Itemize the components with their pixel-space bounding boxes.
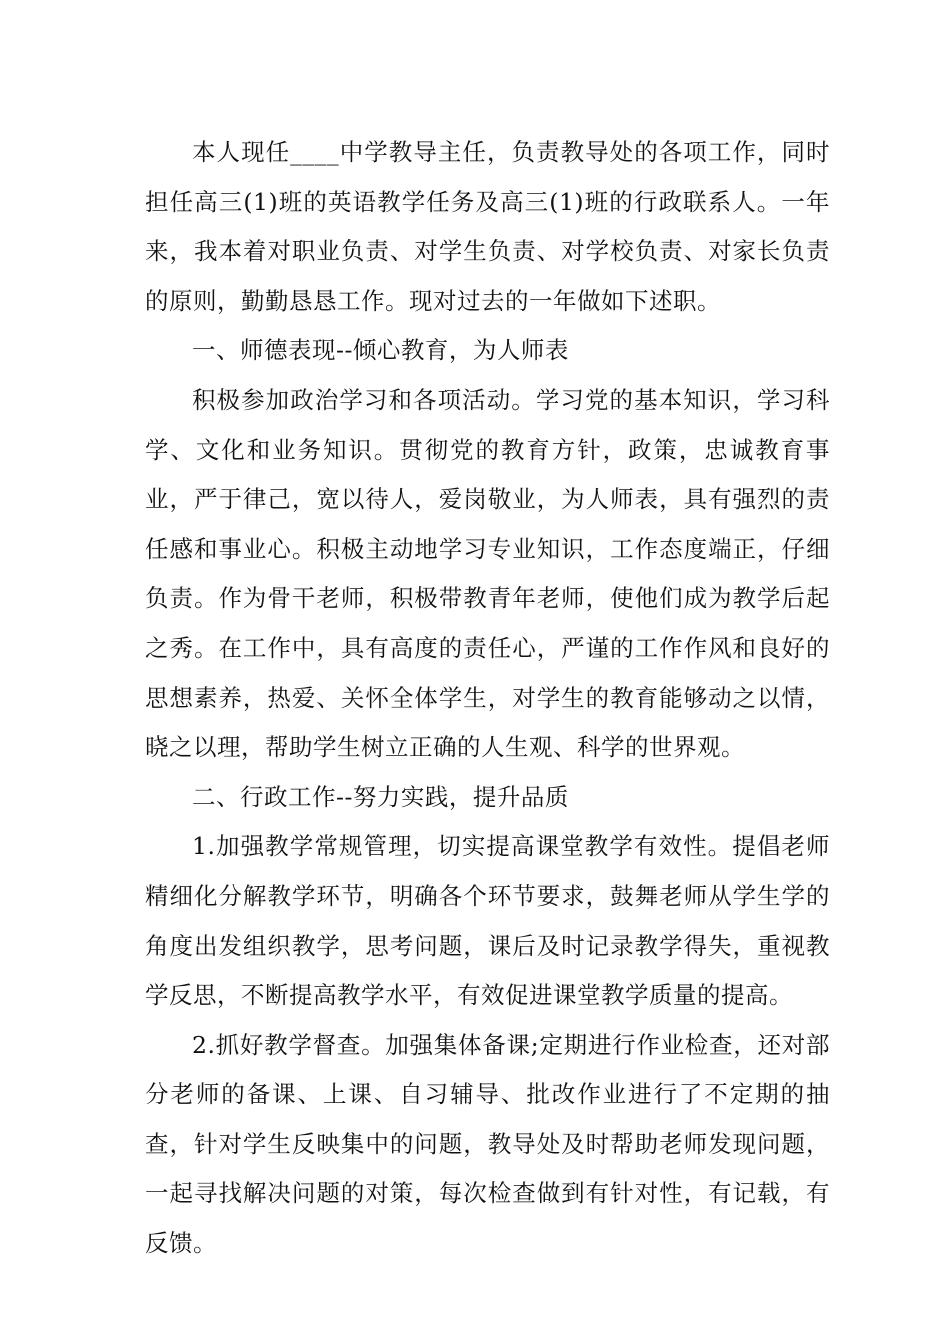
section-heading-2: 二、行政工作--努力实践，提升品质	[192, 782, 569, 811]
paragraph-ethics: 积极参加政治学习和各项活动。学习党的基本知识，学习科学、文化和业务知识。贯彻党的教育方针，政策，忠诚教育事业，严于律己，宽以待人，爱岗敬业，为人师表，具有强烈的责任感和事业心。积极主动地学习专业知识，工作态度端正，仔细负责。作为骨干老师，积极带教青年老师，使他们成为教学后起之秀。在工作中，具有高度的责任心，严谨的工作作风和良好的思想素养，热爱、关怀全体学生，对学生的教育能够动之以情，晓之以理，帮助学生树立正确的人生观、科学的世界观。	[145, 385, 830, 762]
document-body	[145, 128, 830, 1269]
paragraph-intro: 本人现任____中学教导主任，负责教导处的各项工作，同时担任高三(1)班的英语教学任务及高三(1)班的行政联系人。一年来，我本着对职业负责、对学生负责、对学校负责、对家长负责的原则，勤勤恳恳工作。现对过去的一年做如下述职。	[145, 138, 830, 315]
paragraph-item-2: 2.抓好教学督查。加强集体备课;定期进行作业检查，还对部分老师的备课、上课、自习辅导、批改作业进行了不定期的抽查，针对学生反映集中的问题，教导处及时帮助老师发现问题，一起寻找解决问题的对策，每次检查做到有针对性，有记载，有反馈。	[145, 1030, 830, 1258]
section-heading-1: 一、师德表现--倾心教育，为人师表	[192, 336, 569, 365]
paragraph-item-1: 1.加强教学常规管理，切实提高课堂教学有效性。提倡老师精细化分解教学环节，明确各个环节要求，鼓舞老师从学生学的角度出发组织教学，思考问题，课后及时记录教学得失，重视教学反思，不断提高教学水平，有效促进课堂教学质量的提高。	[145, 832, 830, 1010]
